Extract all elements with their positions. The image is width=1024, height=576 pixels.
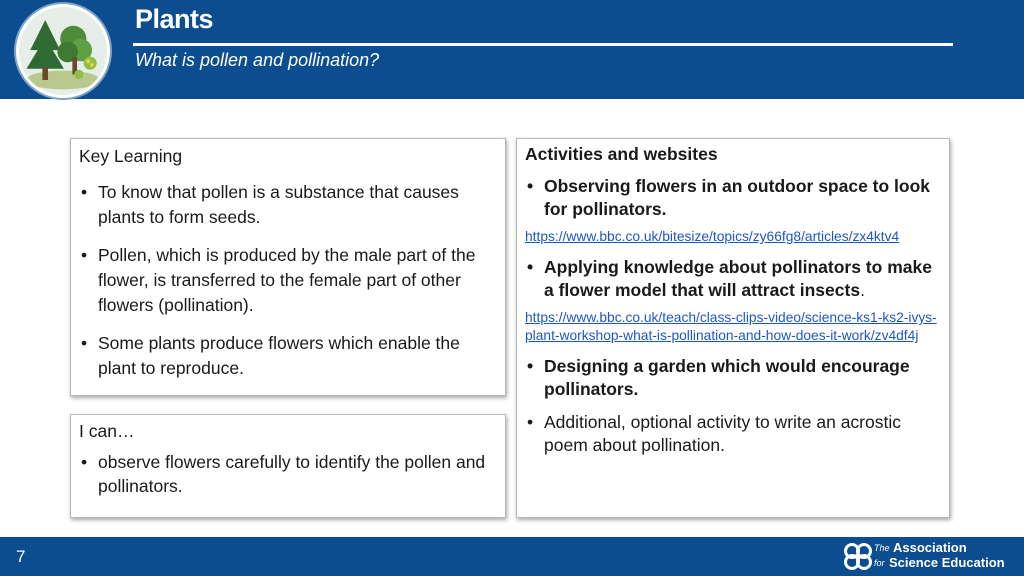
ase-logo-icon xyxy=(843,541,873,571)
bitesize-link[interactable]: https://www.bbc.co.uk/bitesize/topics/zy66fg8/articles/zx4ktv4 xyxy=(525,229,900,244)
bullet-icon: • xyxy=(81,182,88,202)
activities-heading: Activities and websites xyxy=(525,144,718,164)
key-learning-heading: Key Learning xyxy=(79,146,183,166)
activities-list xyxy=(525,355,943,457)
page-subtitle: What is pollen and pollination? xyxy=(135,50,380,70)
list-item-text: observe flowers carefully to identify the pollen and pollinators. xyxy=(98,452,486,496)
ase-for-text: for xyxy=(874,558,885,568)
footer-band xyxy=(0,537,1024,576)
list-item xyxy=(525,355,943,401)
title-divider xyxy=(133,43,953,46)
i-can-box xyxy=(70,414,506,518)
ase-the-text: The xyxy=(874,543,890,553)
bullet-icon: • xyxy=(527,176,534,196)
list-item-text: Additional, optional activity to write an acrostic poem about pollination. xyxy=(544,412,901,455)
key-learning-box xyxy=(70,138,506,396)
ase-association-text: Association xyxy=(893,540,967,555)
activities-box xyxy=(516,138,950,518)
list-item-text: Designing a garden which would encourage pollinators. xyxy=(544,356,910,399)
list-item xyxy=(525,411,943,457)
list-item-text: Some plants produce flowers which enable the plant to reproduce. xyxy=(98,333,460,378)
activities-list xyxy=(525,256,943,302)
page-title: Plants xyxy=(135,4,214,34)
bullet-icon: • xyxy=(81,333,88,353)
list-item-text: To know that pollen is a substance that causes plants to form seeds. xyxy=(98,182,459,227)
bullet-icon: • xyxy=(81,452,88,472)
bullet-icon: • xyxy=(527,257,534,277)
list-item-text: Observing flowers in an outdoor space to look for pollinators. xyxy=(544,176,931,219)
list-item-text: Pollen, which is produced by the male part of the flower, is transferred to the female part of other flowers (pollination). xyxy=(98,245,476,315)
i-can-list xyxy=(79,450,497,498)
ase-science-text: Science Education xyxy=(889,555,1005,570)
trees-illustration-icon xyxy=(19,7,107,95)
list-item-text: Applying knowledge about pollinators to make a flower model that will attract insects xyxy=(544,257,932,300)
activities-list xyxy=(525,175,943,221)
i-can-heading: I can… xyxy=(79,421,135,441)
list-item xyxy=(79,331,497,381)
bbc-teach-link[interactable]: https://www.bbc.co.uk/teach/class-clips-video/science-ks1-ks2-ivys-plant-workshop-what-is-pollination-and-how-does-it-work/zv4df4j xyxy=(525,310,937,343)
bullet-icon: • xyxy=(527,412,534,432)
list-item-period: . xyxy=(860,280,865,300)
list-item xyxy=(79,450,497,498)
header-band xyxy=(0,0,1024,99)
list-item xyxy=(79,243,497,318)
plants-logo xyxy=(16,4,110,98)
list-item xyxy=(525,175,943,221)
page-number: 7 xyxy=(16,547,26,566)
bullet-icon: • xyxy=(527,356,534,376)
list-item xyxy=(525,256,943,302)
bullet-icon: • xyxy=(81,245,88,265)
key-learning-list xyxy=(79,180,497,381)
list-item xyxy=(79,180,497,230)
